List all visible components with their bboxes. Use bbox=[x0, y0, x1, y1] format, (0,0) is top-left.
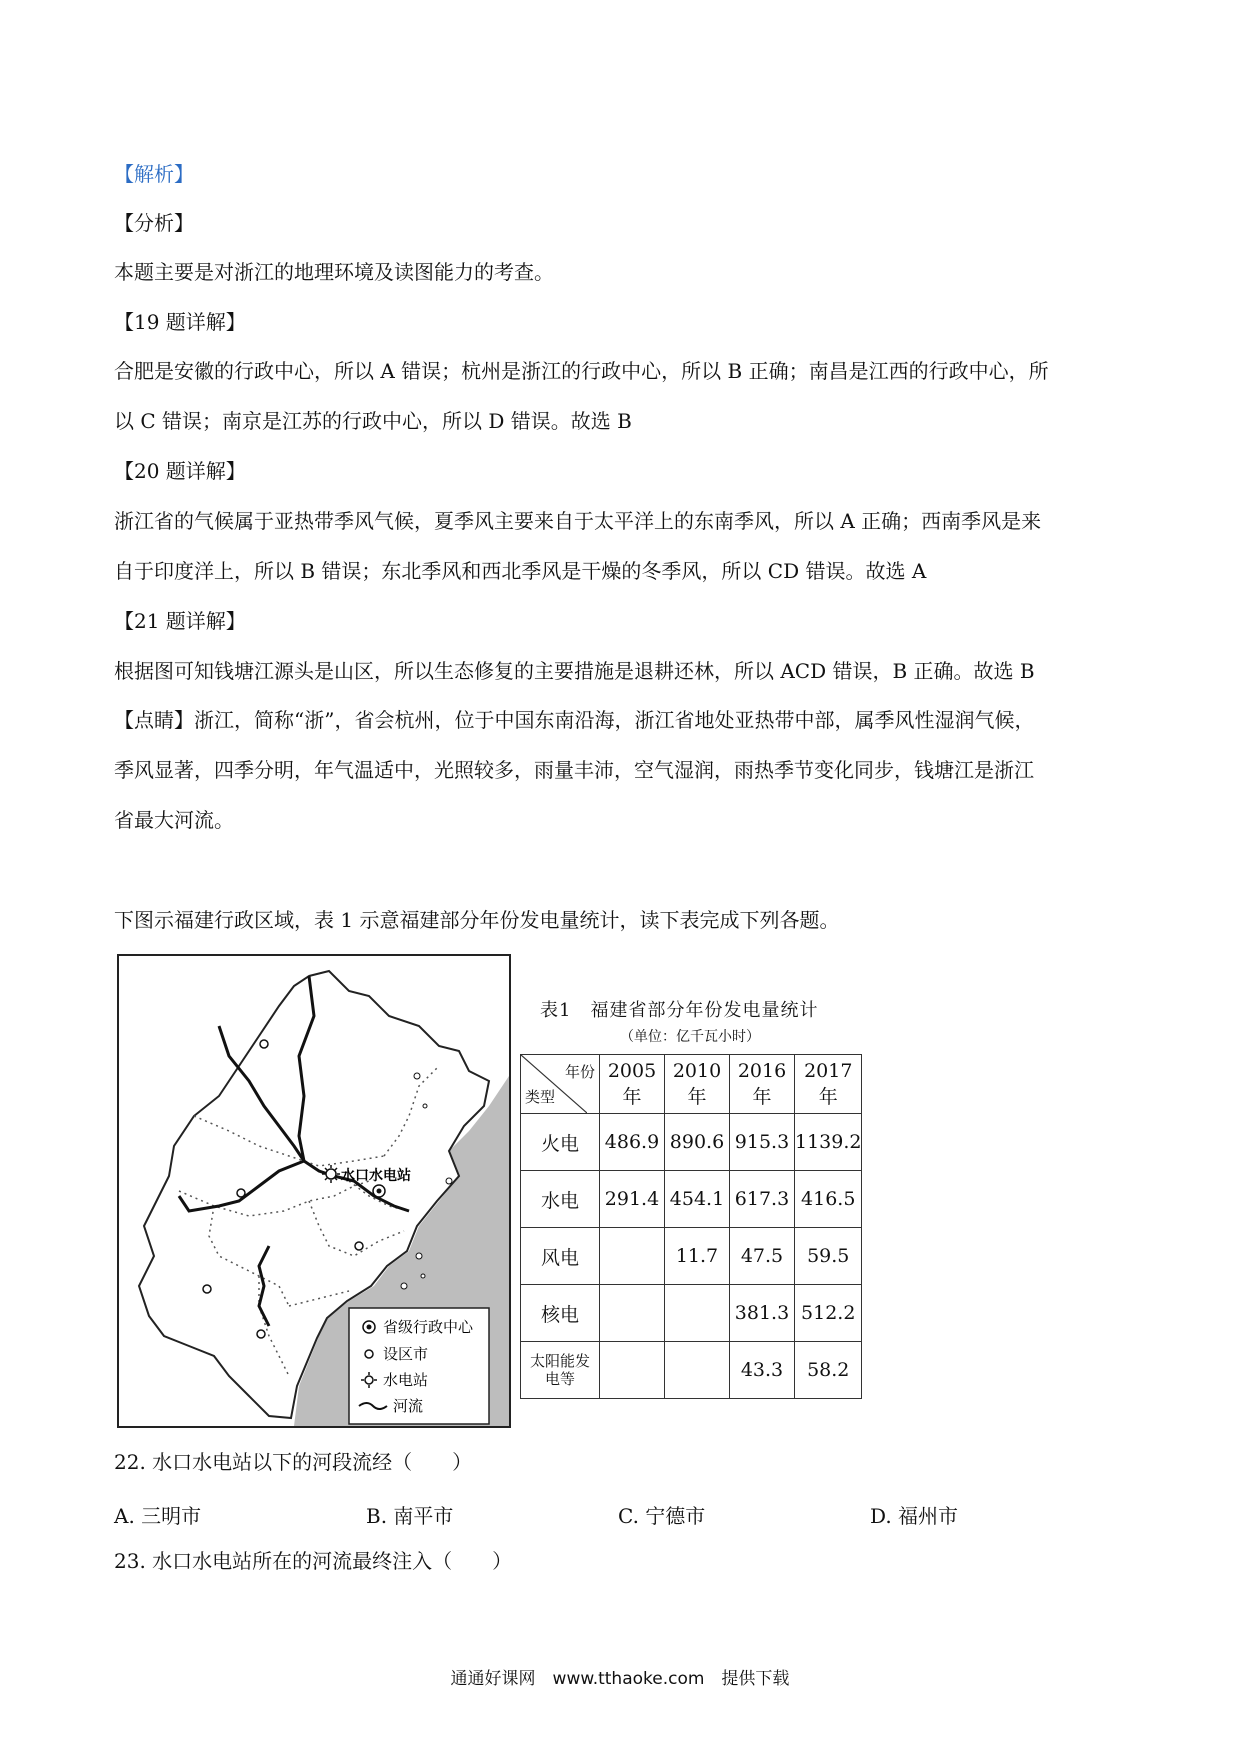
row-type: 风电 bbox=[521, 1228, 600, 1285]
dianjing-line1: 【点睛】浙江，简称“浙”，省会杭州，位于中国东南沿海，浙江省地处亚热带中部，属季风性湿润气候， bbox=[114, 708, 1035, 732]
q21-text: 根据图可知钱塘江源头是山区，所以生态修复的主要措施是退耕还林，所以 ACD 错误，B 正确。故选 B bbox=[114, 659, 1035, 683]
corner-year-label: 年份 bbox=[564, 1063, 595, 1081]
year-header: 2005年 bbox=[600, 1055, 665, 1114]
map-legend bbox=[349, 1308, 489, 1424]
city-marker-5 bbox=[257, 1330, 265, 1338]
q20-heading: 【20 题详解】 bbox=[114, 459, 246, 483]
legend-city: 设区市 bbox=[383, 1345, 429, 1363]
table-header-row bbox=[521, 1055, 862, 1114]
table-row bbox=[521, 1285, 862, 1342]
table-unit: （单位：亿千瓦小时） bbox=[620, 1029, 760, 1045]
corner-type-label: 类型 bbox=[525, 1088, 556, 1106]
table-row bbox=[521, 1228, 862, 1285]
q20-text-line2: 自于印度洋上，所以 B 错误；东北季风和西北季风是干燥的冬季风，所以 CD 错误。故选 A bbox=[114, 559, 927, 583]
table-cell: 11.7 bbox=[665, 1228, 730, 1285]
fujian-map bbox=[117, 954, 511, 1428]
year-header: 2016年 bbox=[730, 1055, 795, 1114]
table-row bbox=[521, 1114, 862, 1171]
row-type: 火电 bbox=[521, 1114, 600, 1171]
table-caption: 表1 福建省部分年份发电量统计 bbox=[540, 1000, 819, 1021]
table-cell: 291.4 bbox=[600, 1171, 665, 1228]
legend-capital: 省级行政中心 bbox=[383, 1318, 474, 1336]
q22-option-c[interactable]: C. 宁德市 bbox=[618, 1504, 706, 1528]
provincial-capital-dot bbox=[377, 1189, 382, 1194]
legend-river: 河流 bbox=[393, 1397, 424, 1415]
q19-heading: 【19 题详解】 bbox=[114, 310, 246, 334]
year-header: 2017年 bbox=[795, 1055, 862, 1114]
q19-text-line2: 以 C 错误；南京是江苏的行政中心，所以 D 错误。故选 B bbox=[114, 409, 632, 433]
q22-options bbox=[114, 1500, 1114, 1526]
table-row bbox=[521, 1342, 862, 1399]
legend-hydropower: 水电站 bbox=[383, 1371, 429, 1389]
table-cell: 381.3 bbox=[730, 1285, 795, 1342]
fenxi-text: 本题主要是对浙江的地理环境及读图能力的考查。 bbox=[114, 260, 554, 284]
table-cell: 486.9 bbox=[600, 1114, 665, 1171]
table-cell: 416.5 bbox=[795, 1171, 862, 1228]
map-svg bbox=[119, 956, 509, 1426]
table-cell bbox=[665, 1285, 730, 1342]
table-cell bbox=[600, 1228, 665, 1285]
row-type: 太阳能发电等 bbox=[521, 1342, 600, 1399]
table-cell: 512.2 bbox=[795, 1285, 862, 1342]
dianjing-line3: 省最大河流。 bbox=[114, 808, 234, 832]
city-marker-4 bbox=[203, 1285, 211, 1293]
page-footer: 通通好课网 www.tthaoke.com 提供下载 bbox=[450, 1669, 790, 1689]
table-cell bbox=[665, 1342, 730, 1399]
table-cell: 454.1 bbox=[665, 1171, 730, 1228]
analysis-heading: 【解析】 bbox=[114, 162, 194, 186]
table-cell: 43.3 bbox=[730, 1342, 795, 1399]
table-cell: 915.3 bbox=[730, 1114, 795, 1171]
q22-option-a[interactable]: A. 三明市 bbox=[114, 1504, 202, 1528]
table-corner-cell bbox=[521, 1055, 600, 1114]
table-cell bbox=[600, 1342, 665, 1399]
city-marker-2 bbox=[237, 1189, 245, 1197]
table-cell: 890.6 bbox=[665, 1114, 730, 1171]
table-cell bbox=[600, 1285, 665, 1342]
table-cell: 1139.2 bbox=[795, 1114, 862, 1171]
table-cell: 47.5 bbox=[730, 1228, 795, 1285]
station-label: 水口水电站 bbox=[341, 1168, 411, 1184]
row-type: 水电 bbox=[521, 1171, 600, 1228]
question-22: 22. 水口水电站以下的河段流经（ ） bbox=[114, 1450, 473, 1474]
table-cell: 58.2 bbox=[795, 1342, 862, 1399]
q22-option-b[interactable]: B. 南平市 bbox=[366, 1504, 454, 1528]
question-23: 23. 水口水电站所在的河流最终注入（ ） bbox=[114, 1549, 513, 1573]
table-cell: 59.5 bbox=[795, 1228, 862, 1285]
year-header: 2010年 bbox=[665, 1055, 730, 1114]
q21-heading: 【21 题详解】 bbox=[114, 609, 246, 633]
dianjing-line2: 季风显著，四季分明，年气温适中，光照较多，雨量丰沛，空气湿润，雨热季节变化同步，钱塘江是浙江 bbox=[114, 758, 1034, 782]
city-marker-1 bbox=[260, 1040, 268, 1048]
figure-intro: 下图示福建行政区域，表 1 示意福建部分年份发电量统计，读下表完成下列各题。 bbox=[114, 908, 840, 932]
fenxi-heading: 【分析】 bbox=[114, 211, 194, 235]
q20-text-line1: 浙江省的气候属于亚热带季风气候，夏季风主要来自于太平洋上的东南季风，所以 A 正确；西南季风是来 bbox=[114, 509, 1042, 533]
table-cell: 617.3 bbox=[730, 1171, 795, 1228]
q19-text-line1: 合肥是安徽的行政中心，所以 A 错误；杭州是浙江的行政中心，所以 B 正确；南昌是江西的行政中心，所 bbox=[114, 359, 1049, 383]
city-marker-3 bbox=[355, 1242, 363, 1250]
row-type: 核电 bbox=[521, 1285, 600, 1342]
q22-option-d[interactable]: D. 福州市 bbox=[870, 1504, 959, 1528]
table-row bbox=[521, 1171, 862, 1228]
power-generation-table bbox=[520, 1054, 862, 1399]
